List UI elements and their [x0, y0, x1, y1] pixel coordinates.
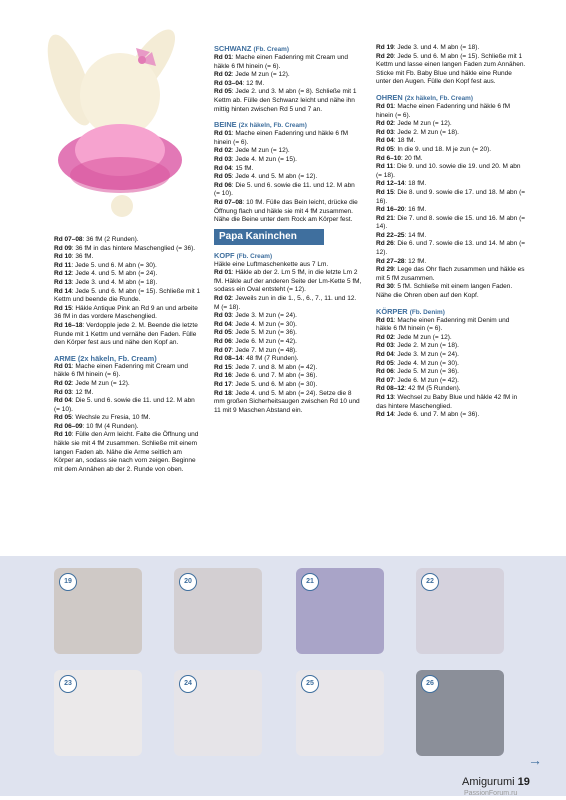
round-label: Rd 01: [214, 269, 232, 277]
round-label: Rd 06: [214, 338, 232, 346]
round-text: : Jede 2. und 3. M abn (= 8). Schließe mit 1 Kettm ab. Fülle den Schwanz leicht und nähe ihn mittig hinten zwischen Rd 5 und 7 an.: [214, 88, 357, 113]
round-label: Rd 16: [214, 372, 232, 380]
round-text: : Jede M zun (= 12).: [393, 333, 452, 341]
round-text: : Jede 3. und 4. M abn (= 18).: [393, 44, 480, 51]
round-label: Rd 02: [214, 295, 232, 303]
round-label: Rd 11: [54, 261, 72, 269]
round-label: Rd 03: [376, 342, 394, 350]
round-label: Rd 27–28: [376, 257, 405, 265]
round-label: Rd 02: [376, 120, 394, 128]
instruction-line: [376, 360, 526, 369]
instruction-line: [376, 215, 526, 232]
instruction-line: [214, 295, 362, 312]
section-banner: Papa Kaninchen: [214, 229, 324, 245]
instruction-line: [54, 363, 202, 380]
instruction-line: [214, 381, 362, 390]
round-label: Rd 12–14: [376, 180, 405, 188]
round-text: : Jede M zun (= 12).: [393, 120, 452, 128]
instruction-line: [54, 236, 202, 245]
round-text: : 18 fM.: [404, 180, 427, 188]
round-text: : Mache einen Fadenring mit Cream und häkle 6 fM hinein (= 6).: [54, 362, 189, 379]
instruction-line: [214, 165, 362, 174]
instruction-line: [376, 394, 526, 411]
instruction-line: [376, 317, 526, 334]
round-text: : 48 fM (7 Runden).: [242, 355, 299, 363]
instruction-line: [54, 253, 202, 262]
round-text: : In die 9. und 18. M je zun (= 20).: [393, 145, 492, 153]
instruction-line: [376, 283, 526, 300]
round-text: : 36 fM (2 Runden).: [82, 236, 139, 243]
top-note: Sticke mit Fb. Baby Blue und häkle eine Runde unter den Augen. Fülle den Kopf fest aus.: [376, 69, 512, 86]
round-text: : Häkle ab der 2. Lm 5 fM, in die letzte Lm 2 fM. Häkle auf der anderen Seite der Lm-Kette 5 fM, sodass ein Oval entsteht (= 12).: [214, 269, 362, 294]
round-label: Rd 05: [376, 359, 394, 367]
round-text: : 16 fM.: [404, 206, 427, 214]
round-text: : Die 8. und 9. sowie die 17. und 18. M abn (= 16).: [376, 188, 526, 205]
round-text: : 36 fM in das hintere Maschenglied (= 36).: [71, 244, 196, 252]
round-label: Rd 01: [376, 102, 394, 110]
kopf-intro: Häkle eine Luftmaschenkette aus 7 Lm.: [214, 260, 329, 268]
round-label: Rd 04: [214, 164, 232, 172]
instruction-line: [214, 364, 362, 373]
instruction-line: [214, 338, 362, 347]
beine-heading: BEINE (2x häkeln, Fb. Cream): [214, 120, 307, 130]
instruction-line: [214, 312, 362, 321]
round-text: : Jede 3. M zun (= 24).: [231, 312, 297, 320]
round-label: Rd 07: [376, 376, 394, 384]
round-text: : Jede 2. M zun (= 18).: [393, 128, 459, 136]
instruction-line: [54, 245, 202, 254]
round-label: Rd 03: [214, 155, 232, 163]
round-text: : Die 6. und 7. sowie die 13. und 14. M abn (= 12).: [376, 240, 526, 257]
instruction-line: [376, 368, 526, 377]
watermark: PassionForum.ru: [464, 790, 518, 797]
round-label: Rd 17: [214, 381, 232, 388]
round-text: : Jede 4. und 5. M abn (= 12).: [231, 173, 318, 181]
round-text: : Jede 5. und 6. M abn (= 15). Schließe mit 1 Kettm und beende die Runde.: [54, 287, 201, 304]
round-text: : Jede 6. und 7. M abn (= 36).: [393, 411, 480, 419]
round-label: Rd 03: [54, 388, 72, 396]
photo-strip: [0, 556, 566, 796]
round-text: : Jede 4. und 5. M abn (= 24).: [71, 270, 158, 278]
instruction-line: [376, 266, 526, 283]
round-text: : Jede 5. und 6. M abn (= 15). Schließe mit 1 Kettm und lasse einen langen Faden zum Annähen.: [376, 52, 526, 69]
round-label: Rd 18: [214, 389, 232, 397]
column-2: [214, 44, 362, 415]
round-text: : Jede 3. M zun (= 24).: [393, 351, 459, 358]
instruction-line: [376, 146, 526, 155]
instruction-line: [54, 322, 202, 348]
round-text: : Fülle den Arm leicht. Falte die Öffnung und häkle sie mit 4 fM zusammen. Schließe mit einem langen Faden ab. Nähe die Arme seitlich am Körper an, sodass sie nach vorn zeigen. Beginne mit dem Annähen ab der 2. Runde von oben.: [54, 431, 199, 473]
round-label: Rd 16–18: [54, 321, 83, 329]
next-page-arrow-icon: →: [528, 752, 542, 768]
round-label: Rd 13: [376, 393, 394, 401]
instruction-line: [376, 411, 526, 420]
instruction-line: [54, 397, 202, 414]
round-label: Rd 10: [54, 431, 72, 439]
round-text: : Die 9. und 10. sowie die 19. und 20. M abn (= 18).: [376, 163, 521, 179]
instruction-line: [376, 44, 526, 53]
round-label: Rd 19: [376, 44, 394, 51]
round-label: Rd 01: [214, 130, 232, 138]
round-label: Rd 13: [54, 278, 72, 286]
instruction-line: [376, 258, 526, 267]
round-text: : 12 fM.: [404, 257, 427, 265]
instruction-line: [54, 431, 202, 474]
instruction-line: [214, 88, 362, 114]
round-label: Rd 05: [214, 173, 232, 181]
round-text: : Jede 5. und 6. M abn (= 30).: [231, 381, 318, 388]
round-text: : Jede 7. M zun (= 48).: [231, 346, 297, 354]
round-label: Rd 08–12: [376, 385, 405, 393]
round-text: : Mache einen Fadenring mit Denim und häkle 6 fM hinein (= 6).: [376, 316, 510, 333]
koerper-heading: KÖRPER (Fb. Denim): [376, 306, 445, 316]
round-text: : 10 fM (4 Runden).: [82, 422, 139, 430]
round-label: Rd 09: [54, 244, 72, 252]
instruction-line: [376, 120, 526, 129]
instruction-line: [214, 372, 362, 381]
instruction-line: [214, 80, 362, 89]
round-text: : Jede 5. M zun (= 36).: [393, 368, 459, 376]
instruction-line: [376, 103, 526, 120]
instruction-line: [54, 305, 202, 322]
instruction-line: [214, 54, 362, 71]
round-label: Rd 01: [214, 54, 232, 61]
instruction-line: [376, 180, 526, 189]
instruction-line: [376, 155, 526, 164]
step-photo: 20: [174, 568, 262, 654]
instruction-line: [214, 173, 362, 182]
round-text: : Jede 3. und 4. M abn (= 18).: [71, 278, 158, 286]
round-label: Rd 02: [214, 147, 232, 155]
instruction-line: [214, 199, 362, 225]
round-label: Rd 02: [376, 333, 394, 341]
round-text: : 5 fM. Schließe mit einem langen Faden. Nähe die Ohren oben auf den Kopf.: [376, 283, 513, 300]
instruction-line: [214, 390, 362, 416]
round-label: Rd 14: [376, 411, 394, 419]
round-text: : 14 fM.: [404, 231, 427, 239]
round-label: Rd 01: [54, 362, 72, 370]
round-label: Rd 16–20: [376, 206, 405, 214]
round-label: Rd 02: [214, 71, 232, 79]
instruction-line: [376, 53, 526, 70]
round-text: : Jede 4. M zun (= 30).: [393, 359, 459, 367]
round-label: Rd 29: [376, 266, 394, 274]
round-text: : Verdopple jede 2. M. Beende die letzte Runde mit 1 Kettm und vernähe den Faden. Fülle den Körper fest aus und nähe den Kopf an.: [54, 321, 198, 347]
round-label: Rd 08–14: [214, 355, 243, 363]
round-label: Rd 30: [376, 283, 394, 291]
round-text: : Jede 4. und 5. M abn (= 24). Setze die 8 mm großen Sicherheitsaugen zwischen Rd 10 und 11 mit 9 Maschen Abstand ein.: [214, 389, 360, 414]
round-label: Rd 26: [376, 240, 394, 248]
round-label: Rd 02: [54, 379, 72, 387]
round-text: : Mache einen Fadenring und häkle 6 fM hinein (= 6).: [214, 130, 349, 146]
instruction-line: [376, 377, 526, 386]
round-text: : 12 fM.: [71, 388, 94, 396]
round-label: Rd 10: [54, 253, 72, 261]
round-text: : Lege das Ohr flach zusammen und häkle es mit 5 fM zusammen.: [376, 266, 525, 282]
round-text: : Jede 5. und 6. M abn (= 30).: [71, 261, 157, 269]
round-text: : 20 fM.: [400, 154, 423, 162]
round-label: Rd 04: [376, 137, 394, 145]
arme-heading: ARME (2x häkeln, Fb. Cream): [54, 353, 157, 363]
instruction-line: [376, 206, 526, 215]
instruction-line: [214, 355, 362, 364]
instruction-line: [214, 130, 362, 147]
round-text: : Jede 4. M zun (= 15).: [231, 155, 297, 163]
round-text: : Die 5. und 6. sowie die 11. und 12. M abn (= 10).: [214, 181, 355, 198]
schwanz-heading: SCHWANZ (Fb. Cream): [214, 44, 289, 53]
instruction-line: [54, 279, 202, 288]
round-label: Rd 21: [376, 214, 394, 222]
round-label: Rd 05: [376, 145, 394, 153]
round-label: Rd 22–25: [376, 231, 405, 239]
round-text: : 10 fM. Fülle das Bein leicht, drücke die Öffnung flach und häkle sie mit 4 fM zusammen. Nähe die Beine unter dem Rock am Körper fest.: [214, 198, 358, 224]
instruction-line: [214, 182, 362, 199]
round-text: : Die 5. und 6. sowie die 11. und 12. M abn (= 10).: [54, 397, 195, 413]
round-text: : 42 fM (5 Runden).: [404, 385, 461, 393]
round-text: : Wechsle zu Fresia, 10 fM.: [71, 414, 151, 422]
round-label: Rd 14: [54, 287, 72, 295]
instruction-line: [376, 129, 526, 138]
instruction-line: [54, 262, 202, 271]
round-text: : Jede 2. M zun (= 18).: [393, 342, 459, 350]
round-label: Rd 04: [376, 351, 394, 358]
round-label: Rd 04: [214, 320, 232, 328]
step-photo: 21: [296, 568, 384, 654]
step-photo: 22: [416, 568, 504, 654]
round-text: : Jede M zun (= 12).: [71, 379, 130, 387]
round-label: Rd 05: [214, 88, 232, 96]
round-label: Rd 03: [376, 128, 394, 136]
instruction-line: [214, 269, 362, 295]
step-photo: 26: [416, 670, 504, 756]
round-label: Rd 15: [214, 363, 232, 371]
instruction-line: [214, 347, 362, 356]
round-label: Rd 03: [214, 312, 232, 320]
round-label: Rd 6–10: [376, 154, 401, 162]
instruction-line: [376, 342, 526, 351]
instruction-line: [54, 389, 202, 398]
round-label: Rd 05: [54, 414, 72, 422]
round-label: Rd 03–04: [214, 79, 243, 87]
ohren-heading: OHREN (2x häkeln, Fb. Cream): [376, 92, 473, 102]
step-photo: 25: [296, 670, 384, 756]
round-text: : Wechsel zu Baby Blue und häkle 42 fM in das hintere Maschenglied.: [376, 393, 518, 410]
instruction-line: [376, 334, 526, 343]
round-text: : 18 fM.: [393, 137, 416, 145]
round-label: Rd 04: [54, 397, 72, 405]
round-text: : Die 7. und 8. sowie die 15. und 16. M abn (= 14).: [376, 214, 526, 231]
round-text: : Jede 4. M zun (= 30).: [231, 320, 297, 328]
round-label: Rd 07–08: [54, 236, 83, 243]
instruction-line: [214, 329, 362, 338]
round-text: : 12 fM.: [242, 79, 265, 87]
instruction-line: [214, 71, 362, 80]
round-text: : Häkle Antique Pink an Rd 9 an und arbeite 36 fM in das vordere Maschenglied.: [54, 304, 198, 321]
round-label: Rd 20: [376, 52, 394, 60]
column-3: [376, 44, 526, 420]
instruction-line: [54, 414, 202, 423]
round-label: Rd 06–09: [54, 422, 83, 430]
round-text: : Jede M zun (= 12).: [231, 147, 290, 155]
instruction-line: [54, 380, 202, 389]
round-label: Rd 15: [376, 188, 394, 196]
round-text: : 15 fM.: [231, 164, 254, 172]
round-text: : Mache einen Fadenring mit Cream und häkle 6 fM hinein (= 6).: [214, 54, 349, 70]
round-text: : Jede 5. M zun (= 36).: [231, 329, 297, 337]
round-label: Rd 07: [214, 346, 232, 354]
step-photo: 24: [174, 670, 262, 756]
instruction-line: [376, 163, 526, 180]
instruction-line: [54, 288, 202, 305]
round-text: : 36 fM.: [71, 253, 94, 261]
round-label: Rd 15: [54, 304, 72, 312]
instruction-line: [376, 232, 526, 241]
instruction-line: [54, 270, 202, 279]
round-text: : Mache einen Fadenring und häkle 6 fM hinein (= 6).: [376, 102, 511, 119]
instruction-line: [214, 156, 362, 165]
round-text: : Jede 6. M zun (= 42).: [231, 338, 297, 346]
instruction-line: [376, 240, 526, 257]
round-label: Rd 11: [376, 163, 394, 171]
kopf-heading: KOPF (Fb. Cream): [214, 250, 273, 260]
bunny-photo: [30, 10, 210, 230]
round-text: : Jeweils zun in die 1., 5., 6., 7., 11. und 12. M (= 18).: [214, 295, 357, 311]
round-text: : Jede 7. und 8. M abn (= 42).: [231, 363, 318, 371]
round-text: : Jede M zun (= 12).: [231, 71, 290, 79]
round-text: : Jede 6. M zun (= 42).: [393, 376, 459, 384]
round-label: Rd 07–08: [214, 198, 243, 206]
instruction-line: [376, 189, 526, 206]
page-footer: Amigurumi 19: [462, 776, 530, 788]
round-label: Rd 05: [214, 329, 232, 337]
column-1: [54, 236, 202, 474]
round-label: Rd 12: [54, 270, 72, 278]
round-label: Rd 01: [376, 316, 394, 324]
round-text: : Jede 6. und 7. M abn (= 36).: [231, 372, 318, 380]
instruction-line: [376, 385, 526, 394]
instruction-line: [376, 351, 526, 360]
instruction-line: [214, 321, 362, 330]
instruction-line: [214, 147, 362, 156]
round-label: Rd 06: [214, 181, 232, 189]
step-photo: 19: [54, 568, 142, 654]
instruction-line: [376, 137, 526, 146]
step-photo: 23: [54, 670, 142, 756]
round-label: Rd 06: [376, 368, 394, 376]
